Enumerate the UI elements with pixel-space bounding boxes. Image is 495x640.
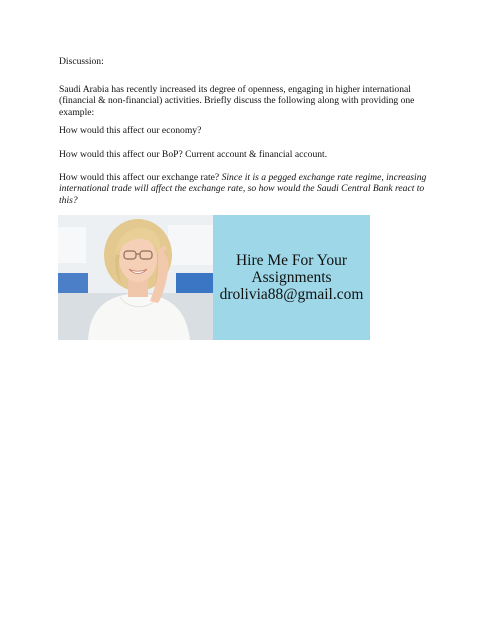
ad-headline: Hire Me For Your [235,252,348,269]
ad-text-panel [213,215,370,340]
question-economy: How would this affect our economy? [59,125,202,136]
discussion-heading: Discussion: [59,56,104,67]
question-exchange-rate-italic: Since it is a pegged exchange rate regime, increasing international trade will affect the exchange rate, so how would the Saudi Central Bank react to this? [59,172,427,206]
woman-photo [58,215,213,340]
woman-photo-illustration [58,215,213,340]
question-exchange-rate-plain: How would this affect our exchange rate? [59,172,222,183]
ad-email: drolivia88@gmail.com [219,286,364,303]
question-exchange-rate [59,172,439,206]
intro-paragraph: Saudi Arabia has recently increased its degree of openness, engaging in higher international (financial & non-financial) activities. Briefly discuss the following along with providing one example: [59,84,415,118]
ad-subheadline: Assignments [251,269,332,286]
assignment-ad-banner [58,215,370,340]
question-bop: How would this affect our BoP? Current account & financial account. [59,149,328,160]
